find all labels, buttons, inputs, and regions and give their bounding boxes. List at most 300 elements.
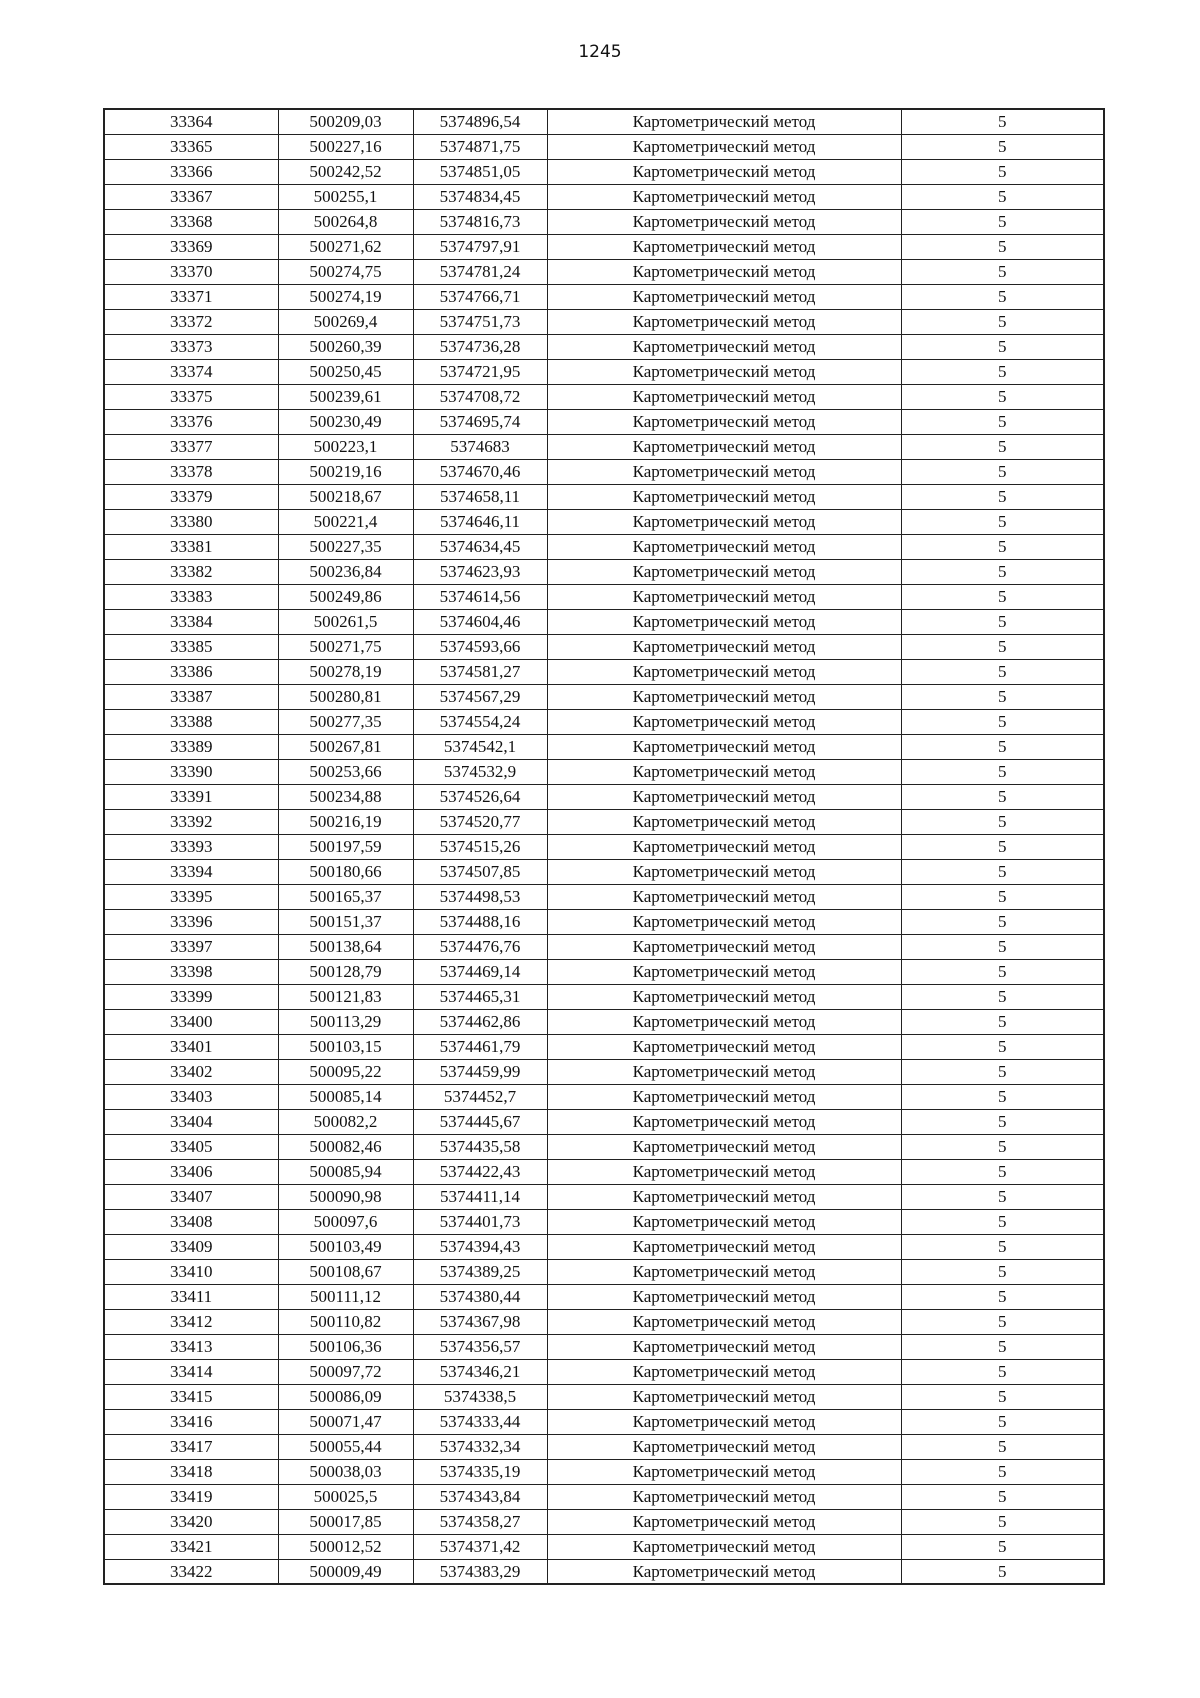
method-cell: Картометрический метод bbox=[547, 384, 901, 409]
table-row bbox=[104, 1534, 1104, 1559]
point-number-cell: 33407 bbox=[104, 1184, 278, 1209]
method-cell: Картометрический метод bbox=[547, 684, 901, 709]
accuracy-cell: 5 bbox=[901, 134, 1104, 159]
x-coordinate-cell: 500249,86 bbox=[278, 584, 413, 609]
table-row bbox=[104, 834, 1104, 859]
accuracy-cell: 5 bbox=[901, 1009, 1104, 1034]
y-coordinate-cell: 5374634,45 bbox=[413, 534, 547, 559]
method-cell: Картометрический метод bbox=[547, 1309, 901, 1334]
x-coordinate-cell: 500095,22 bbox=[278, 1059, 413, 1084]
accuracy-cell: 5 bbox=[901, 209, 1104, 234]
point-number-cell: 33414 bbox=[104, 1359, 278, 1384]
y-coordinate-cell: 5374488,16 bbox=[413, 909, 547, 934]
y-coordinate-cell: 5374401,73 bbox=[413, 1209, 547, 1234]
accuracy-cell: 5 bbox=[901, 1059, 1104, 1084]
point-number-cell: 33374 bbox=[104, 359, 278, 384]
x-coordinate-cell: 500271,62 bbox=[278, 234, 413, 259]
y-coordinate-cell: 5374797,91 bbox=[413, 234, 547, 259]
y-coordinate-cell: 5374358,27 bbox=[413, 1509, 547, 1534]
table-row bbox=[104, 1284, 1104, 1309]
accuracy-cell: 5 bbox=[901, 1559, 1104, 1584]
y-coordinate-cell: 5374708,72 bbox=[413, 384, 547, 409]
table-row bbox=[104, 134, 1104, 159]
point-number-cell: 33395 bbox=[104, 884, 278, 909]
method-cell: Картометрический метод bbox=[547, 209, 901, 234]
y-coordinate-cell: 5374452,7 bbox=[413, 1084, 547, 1109]
accuracy-cell: 5 bbox=[901, 1434, 1104, 1459]
table-row bbox=[104, 684, 1104, 709]
point-number-cell: 33391 bbox=[104, 784, 278, 809]
method-cell: Картометрический метод bbox=[547, 284, 901, 309]
x-coordinate-cell: 500197,59 bbox=[278, 834, 413, 859]
x-coordinate-cell: 500269,4 bbox=[278, 309, 413, 334]
y-coordinate-cell: 5374333,44 bbox=[413, 1409, 547, 1434]
accuracy-cell: 5 bbox=[901, 1334, 1104, 1359]
x-coordinate-cell: 500071,47 bbox=[278, 1409, 413, 1434]
point-number-cell: 33397 bbox=[104, 934, 278, 959]
table-row bbox=[104, 484, 1104, 509]
table-row bbox=[104, 384, 1104, 409]
x-coordinate-cell: 500009,49 bbox=[278, 1559, 413, 1584]
y-coordinate-cell: 5374469,14 bbox=[413, 959, 547, 984]
point-number-cell: 33384 bbox=[104, 609, 278, 634]
accuracy-cell: 5 bbox=[901, 884, 1104, 909]
page-number: 1245 bbox=[578, 42, 622, 62]
x-coordinate-cell: 500277,35 bbox=[278, 709, 413, 734]
y-coordinate-cell: 5374383,29 bbox=[413, 1559, 547, 1584]
y-coordinate-cell: 5374476,76 bbox=[413, 934, 547, 959]
x-coordinate-cell: 500097,72 bbox=[278, 1359, 413, 1384]
point-number-cell: 33369 bbox=[104, 234, 278, 259]
y-coordinate-cell: 5374670,46 bbox=[413, 459, 547, 484]
accuracy-cell: 5 bbox=[901, 409, 1104, 434]
point-number-cell: 33420 bbox=[104, 1509, 278, 1534]
y-coordinate-cell: 5374335,19 bbox=[413, 1459, 547, 1484]
point-number-cell: 33416 bbox=[104, 1409, 278, 1434]
x-coordinate-cell: 500103,15 bbox=[278, 1034, 413, 1059]
table-row bbox=[104, 409, 1104, 434]
point-number-cell: 33408 bbox=[104, 1209, 278, 1234]
method-cell: Картометрический метод bbox=[547, 409, 901, 434]
x-coordinate-cell: 500264,8 bbox=[278, 209, 413, 234]
accuracy-cell: 5 bbox=[901, 684, 1104, 709]
point-number-cell: 33421 bbox=[104, 1534, 278, 1559]
point-number-cell: 33380 bbox=[104, 509, 278, 534]
point-number-cell: 33375 bbox=[104, 384, 278, 409]
point-number-cell: 33367 bbox=[104, 184, 278, 209]
x-coordinate-cell: 500121,83 bbox=[278, 984, 413, 1009]
table-row bbox=[104, 959, 1104, 984]
x-coordinate-cell: 500038,03 bbox=[278, 1459, 413, 1484]
accuracy-cell: 5 bbox=[901, 259, 1104, 284]
table-row bbox=[104, 1509, 1104, 1534]
y-coordinate-cell: 5374736,28 bbox=[413, 334, 547, 359]
method-cell: Картометрический метод bbox=[547, 1284, 901, 1309]
y-coordinate-cell: 5374526,64 bbox=[413, 784, 547, 809]
y-coordinate-cell: 5374751,73 bbox=[413, 309, 547, 334]
accuracy-cell: 5 bbox=[901, 584, 1104, 609]
x-coordinate-cell: 500090,98 bbox=[278, 1184, 413, 1209]
point-number-cell: 33396 bbox=[104, 909, 278, 934]
method-cell: Картометрический метод bbox=[547, 809, 901, 834]
table-row bbox=[104, 209, 1104, 234]
x-coordinate-cell: 500253,66 bbox=[278, 759, 413, 784]
point-number-cell: 33409 bbox=[104, 1234, 278, 1259]
y-coordinate-cell: 5374593,66 bbox=[413, 634, 547, 659]
point-number-cell: 33383 bbox=[104, 584, 278, 609]
y-coordinate-cell: 5374332,34 bbox=[413, 1434, 547, 1459]
x-coordinate-cell: 500234,88 bbox=[278, 784, 413, 809]
table-row bbox=[104, 1159, 1104, 1184]
x-coordinate-cell: 500106,36 bbox=[278, 1334, 413, 1359]
table-row bbox=[104, 434, 1104, 459]
table-row bbox=[104, 459, 1104, 484]
method-cell: Картометрический метод bbox=[547, 509, 901, 534]
point-number-cell: 33404 bbox=[104, 1109, 278, 1134]
accuracy-cell: 5 bbox=[901, 459, 1104, 484]
y-coordinate-cell: 5374394,43 bbox=[413, 1234, 547, 1259]
point-number-cell: 33412 bbox=[104, 1309, 278, 1334]
method-cell: Картометрический метод bbox=[547, 459, 901, 484]
table-row bbox=[104, 984, 1104, 1009]
table-row bbox=[104, 634, 1104, 659]
table-row bbox=[104, 1184, 1104, 1209]
x-coordinate-cell: 500250,45 bbox=[278, 359, 413, 384]
y-coordinate-cell: 5374411,14 bbox=[413, 1184, 547, 1209]
accuracy-cell: 5 bbox=[901, 509, 1104, 534]
point-number-cell: 33403 bbox=[104, 1084, 278, 1109]
y-coordinate-cell: 5374683 bbox=[413, 434, 547, 459]
accuracy-cell: 5 bbox=[901, 1359, 1104, 1384]
method-cell: Картометрический метод bbox=[547, 1184, 901, 1209]
point-number-cell: 33376 bbox=[104, 409, 278, 434]
table-row bbox=[104, 509, 1104, 534]
table-row bbox=[104, 909, 1104, 934]
table-row bbox=[104, 709, 1104, 734]
accuracy-cell: 5 bbox=[901, 659, 1104, 684]
y-coordinate-cell: 5374371,42 bbox=[413, 1534, 547, 1559]
accuracy-cell: 5 bbox=[901, 1209, 1104, 1234]
accuracy-cell: 5 bbox=[901, 1459, 1104, 1484]
accuracy-cell: 5 bbox=[901, 1184, 1104, 1209]
table-row bbox=[104, 1334, 1104, 1359]
accuracy-cell: 5 bbox=[901, 284, 1104, 309]
x-coordinate-cell: 500278,19 bbox=[278, 659, 413, 684]
method-cell: Картометрический метод bbox=[547, 934, 901, 959]
point-number-cell: 33422 bbox=[104, 1559, 278, 1584]
method-cell: Картометрический метод bbox=[547, 959, 901, 984]
point-number-cell: 33405 bbox=[104, 1134, 278, 1159]
y-coordinate-cell: 5374781,24 bbox=[413, 259, 547, 284]
method-cell: Картометрический метод bbox=[547, 709, 901, 734]
y-coordinate-cell: 5374338,5 bbox=[413, 1384, 547, 1409]
y-coordinate-cell: 5374465,31 bbox=[413, 984, 547, 1009]
point-number-cell: 33406 bbox=[104, 1159, 278, 1184]
table-row bbox=[104, 534, 1104, 559]
table-row bbox=[104, 1084, 1104, 1109]
method-cell: Картометрический метод bbox=[547, 1509, 901, 1534]
method-cell: Картометрический метод bbox=[547, 1559, 901, 1584]
table-row bbox=[104, 284, 1104, 309]
x-coordinate-cell: 500086,09 bbox=[278, 1384, 413, 1409]
y-coordinate-cell: 5374721,95 bbox=[413, 359, 547, 384]
x-coordinate-cell: 500025,5 bbox=[278, 1484, 413, 1509]
x-coordinate-cell: 500236,84 bbox=[278, 559, 413, 584]
accuracy-cell: 5 bbox=[901, 909, 1104, 934]
x-coordinate-cell: 500110,82 bbox=[278, 1309, 413, 1334]
x-coordinate-cell: 500085,94 bbox=[278, 1159, 413, 1184]
y-coordinate-cell: 5374520,77 bbox=[413, 809, 547, 834]
y-coordinate-cell: 5374766,71 bbox=[413, 284, 547, 309]
accuracy-cell: 5 bbox=[901, 184, 1104, 209]
accuracy-cell: 5 bbox=[901, 534, 1104, 559]
y-coordinate-cell: 5374461,79 bbox=[413, 1034, 547, 1059]
accuracy-cell: 5 bbox=[901, 734, 1104, 759]
x-coordinate-cell: 500274,19 bbox=[278, 284, 413, 309]
accuracy-cell: 5 bbox=[901, 559, 1104, 584]
accuracy-cell: 5 bbox=[901, 484, 1104, 509]
y-coordinate-cell: 5374614,56 bbox=[413, 584, 547, 609]
point-number-cell: 33379 bbox=[104, 484, 278, 509]
accuracy-cell: 5 bbox=[901, 1484, 1104, 1509]
point-number-cell: 33400 bbox=[104, 1009, 278, 1034]
table-row bbox=[104, 1559, 1104, 1584]
method-cell: Картометрический метод bbox=[547, 834, 901, 859]
point-number-cell: 33368 bbox=[104, 209, 278, 234]
method-cell: Картометрический метод bbox=[547, 1334, 901, 1359]
table-row bbox=[104, 1059, 1104, 1084]
y-coordinate-cell: 5374389,25 bbox=[413, 1259, 547, 1284]
point-number-cell: 33398 bbox=[104, 959, 278, 984]
x-coordinate-cell: 500082,2 bbox=[278, 1109, 413, 1134]
method-cell: Картометрический метод bbox=[547, 1159, 901, 1184]
accuracy-cell: 5 bbox=[901, 1384, 1104, 1409]
table-row bbox=[104, 1359, 1104, 1384]
table-row bbox=[104, 109, 1104, 134]
method-cell: Картометрический метод bbox=[547, 1084, 901, 1109]
point-number-cell: 33394 bbox=[104, 859, 278, 884]
accuracy-cell: 5 bbox=[901, 1084, 1104, 1109]
table-row bbox=[104, 184, 1104, 209]
table-row bbox=[104, 1309, 1104, 1334]
table-row bbox=[104, 1134, 1104, 1159]
method-cell: Картометрический метод bbox=[547, 1434, 901, 1459]
table-row bbox=[104, 1484, 1104, 1509]
y-coordinate-cell: 5374498,53 bbox=[413, 884, 547, 909]
method-cell: Картометрический метод bbox=[547, 184, 901, 209]
point-number-cell: 33399 bbox=[104, 984, 278, 1009]
table-row bbox=[104, 584, 1104, 609]
accuracy-cell: 5 bbox=[901, 234, 1104, 259]
method-cell: Картометрический метод bbox=[547, 1109, 901, 1134]
point-number-cell: 33389 bbox=[104, 734, 278, 759]
accuracy-cell: 5 bbox=[901, 1259, 1104, 1284]
x-coordinate-cell: 500209,03 bbox=[278, 109, 413, 134]
method-cell: Картометрический метод bbox=[547, 334, 901, 359]
method-cell: Картометрический метод bbox=[547, 1384, 901, 1409]
y-coordinate-cell: 5374532,9 bbox=[413, 759, 547, 784]
accuracy-cell: 5 bbox=[901, 1534, 1104, 1559]
x-coordinate-cell: 500260,39 bbox=[278, 334, 413, 359]
x-coordinate-cell: 500108,67 bbox=[278, 1259, 413, 1284]
method-cell: Картометрический метод bbox=[547, 359, 901, 384]
x-coordinate-cell: 500165,37 bbox=[278, 884, 413, 909]
accuracy-cell: 5 bbox=[901, 1309, 1104, 1334]
accuracy-cell: 5 bbox=[901, 434, 1104, 459]
y-coordinate-cell: 5374343,84 bbox=[413, 1484, 547, 1509]
x-coordinate-cell: 500267,81 bbox=[278, 734, 413, 759]
x-coordinate-cell: 500223,1 bbox=[278, 434, 413, 459]
point-number-cell: 33402 bbox=[104, 1059, 278, 1084]
table-row bbox=[104, 559, 1104, 584]
accuracy-cell: 5 bbox=[901, 784, 1104, 809]
y-coordinate-cell: 5374445,67 bbox=[413, 1109, 547, 1134]
y-coordinate-cell: 5374658,11 bbox=[413, 484, 547, 509]
x-coordinate-cell: 500230,49 bbox=[278, 409, 413, 434]
x-coordinate-cell: 500012,52 bbox=[278, 1534, 413, 1559]
y-coordinate-cell: 5374515,26 bbox=[413, 834, 547, 859]
accuracy-cell: 5 bbox=[901, 159, 1104, 184]
x-coordinate-cell: 500113,29 bbox=[278, 1009, 413, 1034]
point-number-cell: 33385 bbox=[104, 634, 278, 659]
method-cell: Картометрический метод bbox=[547, 1059, 901, 1084]
accuracy-cell: 5 bbox=[901, 1234, 1104, 1259]
x-coordinate-cell: 500082,46 bbox=[278, 1134, 413, 1159]
accuracy-cell: 5 bbox=[901, 384, 1104, 409]
method-cell: Картометрический метод bbox=[547, 634, 901, 659]
accuracy-cell: 5 bbox=[901, 609, 1104, 634]
accuracy-cell: 5 bbox=[901, 1509, 1104, 1534]
x-coordinate-cell: 500097,6 bbox=[278, 1209, 413, 1234]
table-row bbox=[104, 159, 1104, 184]
coordinates-table bbox=[103, 108, 1105, 1585]
x-coordinate-cell: 500227,35 bbox=[278, 534, 413, 559]
point-number-cell: 33388 bbox=[104, 709, 278, 734]
point-number-cell: 33392 bbox=[104, 809, 278, 834]
accuracy-cell: 5 bbox=[901, 834, 1104, 859]
accuracy-cell: 5 bbox=[901, 859, 1104, 884]
method-cell: Картометрический метод bbox=[547, 759, 901, 784]
point-number-cell: 33371 bbox=[104, 284, 278, 309]
point-number-cell: 33373 bbox=[104, 334, 278, 359]
method-cell: Картометрический метод bbox=[547, 484, 901, 509]
point-number-cell: 33366 bbox=[104, 159, 278, 184]
y-coordinate-cell: 5374816,73 bbox=[413, 209, 547, 234]
x-coordinate-cell: 500218,67 bbox=[278, 484, 413, 509]
accuracy-cell: 5 bbox=[901, 984, 1104, 1009]
table-row bbox=[104, 259, 1104, 284]
method-cell: Картометрический метод bbox=[547, 159, 901, 184]
x-coordinate-cell: 500138,64 bbox=[278, 934, 413, 959]
table-row bbox=[104, 234, 1104, 259]
accuracy-cell: 5 bbox=[901, 934, 1104, 959]
method-cell: Картометрический метод bbox=[547, 134, 901, 159]
method-cell: Картометрический метод bbox=[547, 859, 901, 884]
method-cell: Картометрический метод bbox=[547, 984, 901, 1009]
method-cell: Картометрический метод bbox=[547, 1209, 901, 1234]
x-coordinate-cell: 500128,79 bbox=[278, 959, 413, 984]
y-coordinate-cell: 5374462,86 bbox=[413, 1009, 547, 1034]
method-cell: Картометрический метод bbox=[547, 1359, 901, 1384]
table-row bbox=[104, 1259, 1104, 1284]
coordinates-table-body bbox=[104, 109, 1104, 1584]
y-coordinate-cell: 5374581,27 bbox=[413, 659, 547, 684]
method-cell: Картометрический метод bbox=[547, 534, 901, 559]
point-number-cell: 33386 bbox=[104, 659, 278, 684]
method-cell: Картометрический метод bbox=[547, 1459, 901, 1484]
point-number-cell: 33415 bbox=[104, 1384, 278, 1409]
method-cell: Картометрический метод bbox=[547, 1234, 901, 1259]
x-coordinate-cell: 500180,66 bbox=[278, 859, 413, 884]
method-cell: Картометрический метод bbox=[547, 1134, 901, 1159]
table-row bbox=[104, 334, 1104, 359]
table-row bbox=[104, 934, 1104, 959]
point-number-cell: 33411 bbox=[104, 1284, 278, 1309]
table-row bbox=[104, 809, 1104, 834]
table-row bbox=[104, 1034, 1104, 1059]
point-number-cell: 33419 bbox=[104, 1484, 278, 1509]
x-coordinate-cell: 500271,75 bbox=[278, 634, 413, 659]
x-coordinate-cell: 500085,14 bbox=[278, 1084, 413, 1109]
y-coordinate-cell: 5374623,93 bbox=[413, 559, 547, 584]
point-number-cell: 33365 bbox=[104, 134, 278, 159]
point-number-cell: 33370 bbox=[104, 259, 278, 284]
table-row bbox=[104, 1234, 1104, 1259]
accuracy-cell: 5 bbox=[901, 109, 1104, 134]
point-number-cell: 33378 bbox=[104, 459, 278, 484]
method-cell: Картометрический метод bbox=[547, 259, 901, 284]
y-coordinate-cell: 5374507,85 bbox=[413, 859, 547, 884]
table-row bbox=[104, 1209, 1104, 1234]
y-coordinate-cell: 5374356,57 bbox=[413, 1334, 547, 1359]
y-coordinate-cell: 5374346,21 bbox=[413, 1359, 547, 1384]
method-cell: Картометрический метод bbox=[547, 734, 901, 759]
accuracy-cell: 5 bbox=[901, 1159, 1104, 1184]
x-coordinate-cell: 500221,4 bbox=[278, 509, 413, 534]
y-coordinate-cell: 5374646,11 bbox=[413, 509, 547, 534]
y-coordinate-cell: 5374422,43 bbox=[413, 1159, 547, 1184]
accuracy-cell: 5 bbox=[901, 1134, 1104, 1159]
point-number-cell: 33417 bbox=[104, 1434, 278, 1459]
table-row bbox=[104, 1384, 1104, 1409]
method-cell: Картометрический метод bbox=[547, 1259, 901, 1284]
x-coordinate-cell: 500261,5 bbox=[278, 609, 413, 634]
method-cell: Картометрический метод bbox=[547, 1409, 901, 1434]
x-coordinate-cell: 500055,44 bbox=[278, 1434, 413, 1459]
method-cell: Картометрический метод bbox=[547, 109, 901, 134]
y-coordinate-cell: 5374367,98 bbox=[413, 1309, 547, 1334]
x-coordinate-cell: 500151,37 bbox=[278, 909, 413, 934]
method-cell: Картометрический метод bbox=[547, 909, 901, 934]
method-cell: Картометрический метод bbox=[547, 309, 901, 334]
point-number-cell: 33390 bbox=[104, 759, 278, 784]
point-number-cell: 33401 bbox=[104, 1034, 278, 1059]
accuracy-cell: 5 bbox=[901, 959, 1104, 984]
y-coordinate-cell: 5374871,75 bbox=[413, 134, 547, 159]
point-number-cell: 33410 bbox=[104, 1259, 278, 1284]
point-number-cell: 33372 bbox=[104, 309, 278, 334]
accuracy-cell: 5 bbox=[901, 709, 1104, 734]
x-coordinate-cell: 500242,52 bbox=[278, 159, 413, 184]
table-row bbox=[104, 1459, 1104, 1484]
accuracy-cell: 5 bbox=[901, 1109, 1104, 1134]
table-row bbox=[104, 1009, 1104, 1034]
point-number-cell: 33382 bbox=[104, 559, 278, 584]
method-cell: Картометрический метод bbox=[547, 1484, 901, 1509]
accuracy-cell: 5 bbox=[901, 359, 1104, 384]
x-coordinate-cell: 500216,19 bbox=[278, 809, 413, 834]
y-coordinate-cell: 5374542,1 bbox=[413, 734, 547, 759]
